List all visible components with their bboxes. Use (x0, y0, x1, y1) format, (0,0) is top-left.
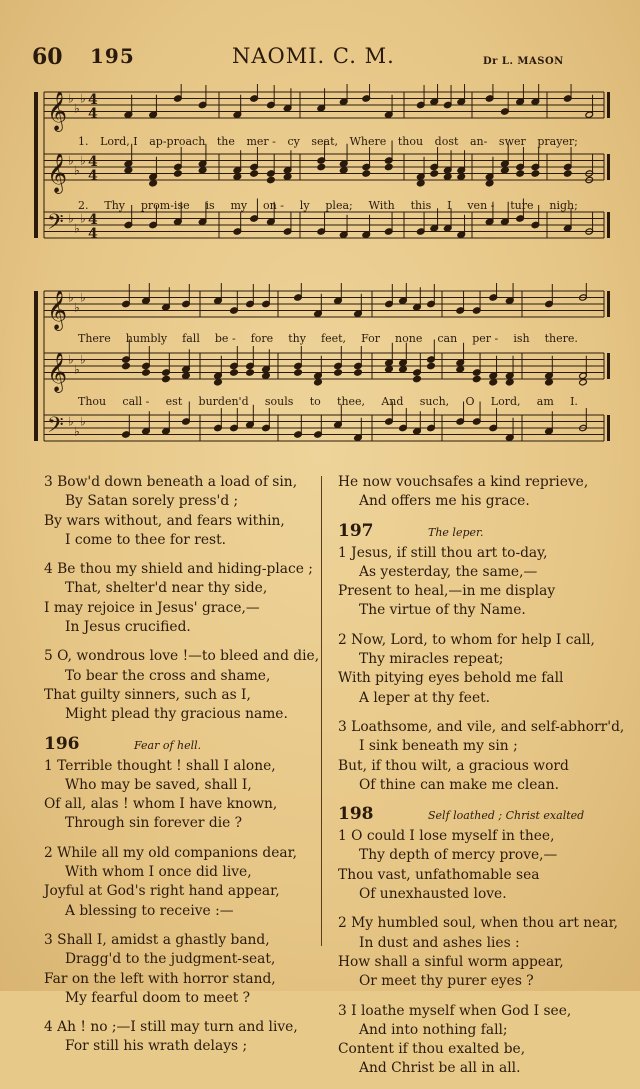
verse-line: I sink beneath my sin ; (359, 738, 518, 755)
lyric-syllable: I (447, 199, 452, 212)
note-head (162, 375, 171, 382)
note-head (149, 180, 158, 187)
flat-icon: ♭ (80, 414, 86, 429)
note-head (384, 163, 393, 170)
verse-line: 2 While all my old companions dear, (44, 844, 298, 861)
verse-line: But, if thou wilt, a gracious word (338, 757, 569, 774)
verse-line: Dragg'd to the judgment-seat, (65, 951, 276, 968)
verse-line: 2 My humbled soul, when thou art near, (338, 915, 619, 932)
lyric-syllable: be - (214, 332, 236, 345)
note-head (283, 173, 292, 180)
verse-line: That guilty sinners, such as I, (44, 686, 251, 703)
left-column (44, 473, 319, 1067)
lyric-syllable: For (361, 332, 380, 345)
flat-icon: ♭ (80, 211, 86, 226)
verse-line: Thy depth of mercy prove,— (359, 847, 558, 864)
flat-icon: ♭ (68, 211, 74, 226)
lyric-syllable: humbly (125, 332, 168, 345)
flat-icon: ♭ (80, 91, 86, 106)
lyric-syllable: dost (434, 135, 459, 148)
flat-icon: ♭ (74, 300, 80, 315)
lyric-syllable: is (205, 199, 215, 212)
verse-line: Who may be saved, shall I, (65, 776, 252, 793)
verse-line: With pitying eyes behold me fall (338, 670, 564, 687)
lyric-syllable: seat, (311, 135, 339, 148)
lyric-line-s2-1 (78, 333, 578, 345)
verse-line: 1 O could I lose myself in thee, (338, 828, 555, 845)
flat-icon: ♭ (80, 290, 86, 305)
verse-line: As yesterday, the same,— (359, 563, 538, 580)
note-head (545, 379, 554, 386)
lyric-syllable: thou (397, 135, 424, 148)
verse-line: Far on the left with horror stand, (44, 970, 276, 987)
verse-line: Through sin forever die ? (65, 815, 243, 832)
lyric-syllable: can (437, 332, 458, 345)
verse-line: By Satan sorely press'd ; (65, 493, 239, 510)
final-bar (607, 154, 610, 180)
verse-line: Joyful at God's right hand appear, (44, 883, 280, 900)
verse-line: 2 Now, Lord, to whom for help I call, (338, 631, 595, 648)
verse-line: 4 Be thou my shield and hiding-place ; (44, 561, 313, 578)
final-bar (607, 353, 610, 379)
note-head (317, 163, 326, 170)
verse-line: Of all, alas ! whom I have known, (44, 796, 278, 813)
composer-credit: Dr L. MASON (483, 56, 564, 67)
note-head (457, 173, 466, 180)
lyric-syllable: call - (122, 395, 150, 408)
verse-line: Thy miracles repeat; (359, 651, 504, 668)
lyric-syllable: am (536, 395, 554, 408)
lyric-syllable: fore (250, 332, 274, 345)
lyric-syllable: swer (498, 135, 526, 148)
lyric-syllable: fall (182, 332, 200, 345)
verse-line: I may rejoice in Jesus' grace,— (44, 599, 260, 616)
flat-icon: ♭ (74, 424, 80, 439)
clef-icon: 𝄞 (47, 289, 68, 330)
verse-line: By wars without, and fears within, (44, 512, 285, 529)
note-head (427, 362, 436, 369)
lyric-syllable: to (309, 395, 321, 408)
hymn-heading (338, 805, 624, 827)
verse-line: In dust and ashes lies : (359, 934, 520, 951)
verse-line: Of thine can make me clean. (359, 776, 559, 793)
clef-icon: 𝄞 (47, 90, 68, 131)
hymn-heading-title: Self loathed ; Christ exalted (428, 809, 585, 823)
verse-line: With whom I once did live, (65, 864, 252, 881)
final-bar (607, 291, 610, 317)
page-number: 60 (32, 44, 63, 70)
lyric-syllable: 2. (78, 199, 89, 212)
note-head (413, 375, 422, 382)
final-bar (607, 415, 610, 441)
note-head (230, 369, 239, 376)
lyric-syllable: prayer; (537, 135, 578, 148)
verse-line: 5 O, wondrous love !—to bleed and die, (44, 648, 320, 665)
note-head (430, 170, 439, 177)
verse-line: The virtue of thy Name. (359, 602, 526, 619)
verse-line: I come to thee for rest. (65, 531, 227, 548)
lyric-syllable: est (165, 395, 183, 408)
verse-line: 1 Jesus, if still thou art to-day, (338, 544, 548, 561)
note-head (399, 366, 408, 373)
flat-icon: ♭ (74, 163, 80, 178)
clef-icon: 𝄞 (47, 152, 68, 193)
hymn-heading-title: The leper. (428, 525, 484, 539)
lyric-syllable: none (395, 332, 423, 345)
flat-icon: ♭ (68, 290, 74, 305)
time-signature: 4 (88, 212, 98, 228)
lyric-line-s1-1 (78, 136, 578, 148)
lyric-syllable: thy (288, 332, 306, 345)
column-divider (321, 476, 322, 946)
lyric-syllable: I. (570, 395, 578, 408)
verse-line: A blessing to receive :— (65, 902, 234, 919)
verse-line: Content if thou exalted be, (338, 1041, 526, 1058)
note-head (354, 369, 363, 376)
note-head (262, 372, 271, 379)
lyric-syllable: Where (349, 135, 387, 148)
lyric-syllable: Thou (78, 395, 107, 408)
lyric-syllable: With (368, 199, 395, 212)
flat-icon: ♭ (74, 221, 80, 236)
note-head (416, 180, 425, 187)
music-system-1 (32, 84, 612, 264)
lyric-syllable: There (78, 332, 111, 345)
lyric-syllable: ven - (467, 199, 495, 212)
note-head (501, 167, 510, 174)
lyric-syllable: feet, (321, 332, 347, 345)
verse-line: Of unexhausted love. (359, 886, 507, 903)
flat-icon: ♭ (68, 352, 74, 367)
lyric-syllable: ture (510, 199, 534, 212)
lyric-syllable: Thy (104, 199, 125, 212)
flat-icon: ♭ (80, 153, 86, 168)
verse-line: To bear the cross and shame, (65, 667, 271, 684)
clef-icon: 𝄞 (47, 351, 68, 392)
system-bracket (34, 291, 38, 441)
lyric-syllable: prom-ise (140, 199, 190, 212)
flat-icon: ♭ (68, 153, 74, 168)
hymn-heading-title: Fear of hell. (134, 738, 202, 752)
verse-line: And offers me his grace. (359, 493, 530, 510)
verse-line: A leper at thy feet. (359, 689, 491, 706)
note-head (233, 173, 242, 180)
lyric-syllable: And (381, 395, 404, 408)
lyric-syllable: ish (513, 332, 530, 345)
note-head (142, 369, 151, 376)
verse-line: How shall a sinful worm appear, (338, 953, 564, 970)
verse-line: He now vouchsafes a kind reprieve, (338, 474, 589, 490)
lyric-syllable: plea; (325, 199, 353, 212)
note-head (456, 366, 465, 373)
lyric-syllable: there. (544, 332, 578, 345)
verse-line: For still his wrath delays ; (65, 1038, 248, 1055)
flat-icon: ♭ (74, 101, 80, 116)
verse-line: And into nothing fall; (359, 1021, 508, 1038)
verse-line: And Christ be all in all. (359, 1060, 521, 1077)
note-head (443, 173, 452, 180)
time-signature: 4 (88, 154, 98, 170)
lyric-syllable: on - (263, 199, 284, 212)
note-head (516, 170, 525, 177)
note-head (124, 167, 133, 174)
note-head (214, 379, 223, 386)
note-head (505, 379, 514, 386)
hymn-heading-number: 196 (44, 733, 80, 754)
lyric-syllable: my (230, 199, 248, 212)
note-head (122, 362, 131, 369)
verse-line: Thou vast, unfathomable sea (338, 866, 540, 883)
clef-icon: 𝄢 (47, 209, 64, 240)
lyric-syllable: the (216, 135, 235, 148)
hymn-heading-number: 197 (338, 520, 374, 541)
flat-icon: ♭ (74, 362, 80, 377)
right-column (338, 473, 624, 1089)
lyric-syllable: per - (472, 332, 499, 345)
verse-line: That, shelter'd near thy side, (65, 580, 268, 597)
system-bracket (34, 92, 38, 238)
note-head (362, 170, 371, 177)
lyric-syllable: O (465, 395, 475, 408)
lyric-syllable: such, (419, 395, 450, 408)
note-head (563, 170, 572, 177)
note-head (489, 379, 498, 386)
verse-line: 3 I loathe myself when God I see, (338, 1002, 572, 1019)
verse-line: 4 Ah ! no ;—I still may turn and live, (44, 1019, 298, 1036)
note-head (267, 176, 276, 183)
lyric-syllable: cy (287, 135, 300, 148)
lyric-syllable: Lord, (490, 395, 521, 408)
time-signature: 4 (88, 226, 98, 242)
lyric-syllable: ap-proach (149, 135, 206, 148)
flat-icon: ♭ (68, 414, 74, 429)
lyric-line-s2-2 (78, 396, 578, 408)
lyric-syllable: an- (469, 135, 488, 148)
flat-icon: ♭ (68, 91, 74, 106)
hymn-number: 195 (90, 44, 135, 68)
lyric-syllable: souls (264, 395, 294, 408)
note-head (485, 180, 494, 187)
verse-line: 3 Loathsome, and vile, and self-abhorr'd, (338, 718, 625, 735)
note-head (531, 170, 540, 177)
clef-icon: 𝄢 (47, 412, 64, 443)
lyric-syllable: burden'd (198, 395, 249, 408)
time-signature: 4 (88, 168, 98, 184)
note-head (174, 170, 183, 177)
verse-line: 3 Shall I, amidst a ghastly band, (44, 931, 270, 948)
tune-title: NAOMI. C. M. (232, 44, 395, 68)
note-head (250, 170, 259, 177)
hymn-heading (44, 735, 319, 757)
verse-line: Might plead thy gracious name. (65, 706, 288, 723)
note-head (246, 369, 255, 376)
note-head (334, 369, 343, 376)
lyric-syllable: mer - (246, 135, 276, 148)
note-head (314, 379, 323, 386)
lyric-syllable: ly (299, 199, 310, 212)
music-system-2 (32, 283, 612, 468)
final-bar (607, 212, 610, 238)
verse-line: In Jesus crucified. (65, 619, 191, 636)
note-head (472, 375, 481, 382)
note-head (579, 379, 588, 386)
lyric-syllable: thee, (337, 395, 366, 408)
lyric-line-s1-2 (78, 200, 578, 212)
lyric-syllable: nigh; (549, 199, 578, 212)
note-head (294, 369, 303, 376)
hymn-heading-number: 198 (338, 804, 374, 825)
flat-icon: ♭ (80, 352, 86, 367)
verse-line: 3 Bow'd down beneath a load of sin, (44, 474, 298, 490)
lyric-syllable: this (410, 199, 432, 212)
note-head (339, 167, 348, 174)
lyric-syllable: Lord, I (100, 135, 138, 148)
time-signature: 4 (88, 92, 98, 108)
verse-line: Present to heal,—in me display (338, 583, 556, 600)
verse-line: 1 Terrible thought ! shall I alone, (44, 757, 276, 774)
time-signature: 4 (88, 106, 98, 122)
final-bar (607, 92, 610, 118)
note-head (385, 366, 394, 373)
hymn-heading (338, 522, 624, 544)
verse-line: Or meet thy purer eyes ? (359, 973, 534, 990)
verse-line: My fearful doom to meet ? (65, 989, 251, 1006)
note-head (182, 372, 191, 379)
note-head (198, 167, 207, 174)
lyric-syllable: 1. (78, 135, 89, 148)
